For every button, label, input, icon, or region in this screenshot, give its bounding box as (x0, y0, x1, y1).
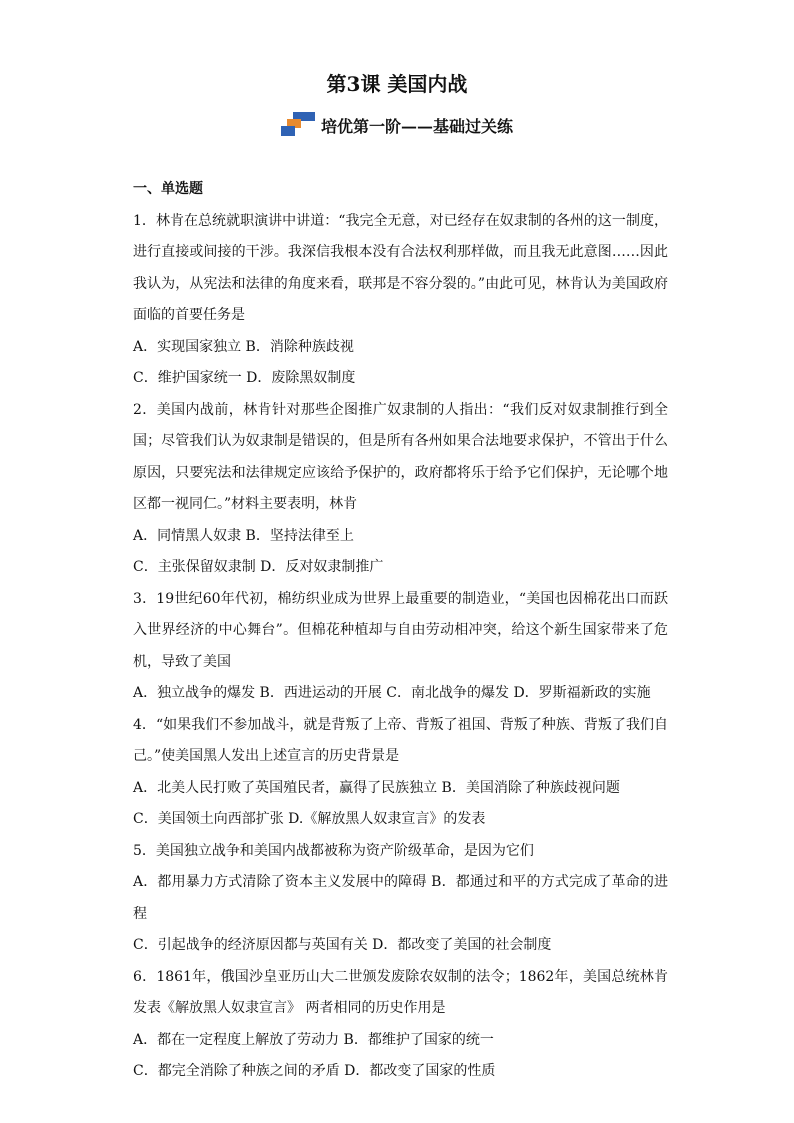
option-line: C．美国领土向西部扩张 D.《解放黑人奴隶宣言》的发表 (133, 811, 486, 827)
subtitle: 培优第一阶——基础过关练 (320, 116, 513, 136)
option-line: C．主张保留奴隶制 D．反对奴隶制推广 (133, 559, 384, 575)
option-line: C．都完全消除了种族之间的矛盾 D．都改变了国家的性质 (133, 1063, 496, 1079)
option-line: A．同情黑人奴隶 B．坚持法律至上 (133, 527, 354, 544)
subtitle-bar (0, 112, 794, 138)
question-stem: 5．美国独立战争和美国内战都被称为资产阶级革命，是因为它们 (133, 842, 534, 859)
question-stem: 1．林肯在总统就职演讲中讲道：“我完全无意，对已经存在奴隶制的各州的这一制度，进行直接或间接的干涉。我深信我根本没有合法权利那样做，而且我无此意图……因此我认为，从宪法和法律的角度来看，联邦是不容分裂的。”由此可见，林肯认为美国政府面临的首要任务是 (133, 212, 668, 323)
option-line: A．都用暴力方式清除了资本主义发展中的障碍 B．都通过和平的方式完成了革命的进程 (133, 874, 668, 922)
question-stem: 4．“如果我们不参加战斗，就是背叛了上帝、背叛了祖国、背叛了种族、背叛了我们自己。”使美国黑人发出上述宣言的历史背景是 (133, 716, 668, 764)
option-line: C．引起战争的经济原因都与英国有关 D．都改变了美国的社会制度 (133, 937, 552, 953)
question-stem: 6．1861年，俄国沙皇亚历山大二世颁发废除农奴制的法令；1862年，美国总统林肯发表《解放黑人奴隶宣言》 两者相同的历史作用是 (133, 968, 668, 1016)
option-line: A．实现国家独立 B．消除种族歧视 (133, 338, 354, 355)
question-stem: 3．19世纪60年代初，棉纺织业成为世界上最重要的制造业，“美国也因棉花出口而跃入世界经济的中心舞台”。但棉花种植却与自由劳动相冲突，给这个新生国家带来了危机，导致了美国 (133, 590, 668, 670)
option-line: A．都在一定程度上解放了劳动力 B．都维护了国家的统一 (133, 1031, 494, 1048)
option-line: A．独立战争的爆发 B．西进运动的开展 C．南北战争的爆发 D．罗斯福新政的实施 (133, 685, 651, 701)
option-line: C．维护国家统一 D．废除黑奴制度 (133, 370, 356, 386)
steps-icon (281, 112, 315, 138)
question-list (133, 174, 668, 1088)
option-line: A．北美人民打败了英国殖民者，赢得了民族独立 B．美国消除了种族歧视问题 (133, 779, 620, 796)
page-title: 第3课 美国内战 (326, 72, 468, 96)
section-heading: 一、单选题 (133, 181, 203, 197)
question-stem: 2．美国内战前，林肯针对那些企图推广奴隶制的人指出：“我们反对奴隶制推行到全国；尽管我们认为奴隶制是错误的，但是所有各州如果合法地要求保护，不管出于什么原因，只要宪法和法律规定应该给予保护的，政府都将乐于给予它们保护，无论哪个地区都一视同仁。”材料主要表明，林肯 (133, 401, 668, 512)
